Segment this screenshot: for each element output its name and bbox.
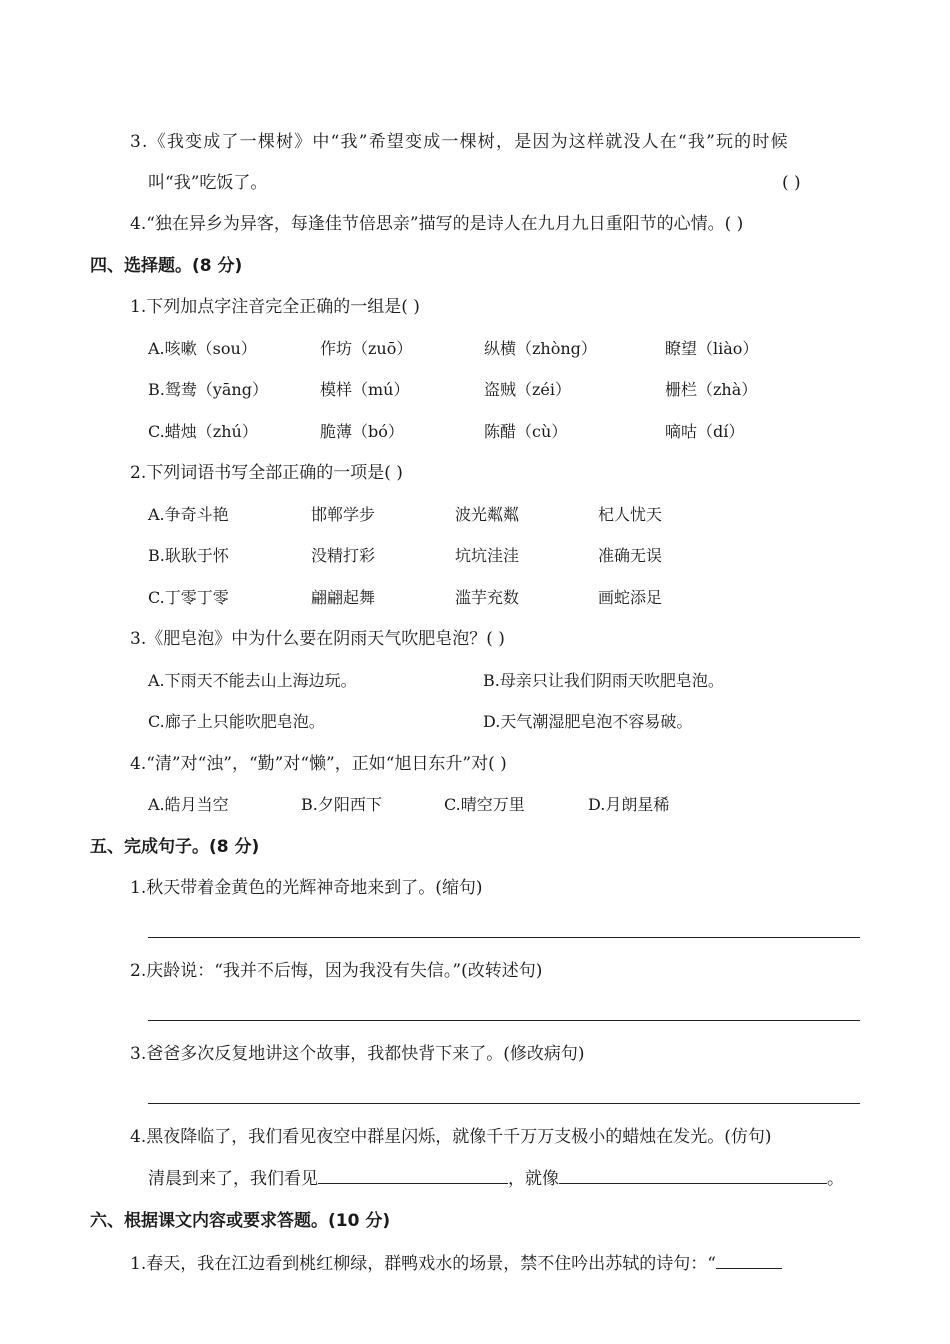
section-6-heading: 六、根据课文内容或要求答题。(10 分) (90, 1211, 391, 1231)
sentence-q4-imitation (148, 1167, 844, 1190)
choice-q1-word: 嘀咕（dí） (665, 422, 745, 441)
sentence-q4-mid: ，就像 (508, 1169, 559, 1189)
sentence-q4: 4.黑夜降临了，我们看见夜空中群星闪烁，就像千千万万支极小的蜡烛在发光。(仿句) (130, 1127, 772, 1147)
recall-q1 (130, 1252, 782, 1275)
choice-q2-word: 画蛇添足 (598, 588, 663, 607)
judge-q3-answer-paren[interactable]: ( ) (782, 173, 801, 193)
choice-q1-word: 瞭望（liào） (665, 339, 759, 358)
sentence-q2: 2.庆龄说：“我并不后悔，因为我没有失信。”(改转述句) (130, 961, 543, 981)
choice-q1-word: 盗贼（zéi） (484, 380, 572, 399)
choice-q2-word: 没精打彩 (311, 546, 376, 565)
choice-q1-word: 模样（mú） (320, 380, 410, 399)
choice-q2-option[interactable]: A.争奇斗艳 (148, 505, 229, 524)
sentence-q3: 3.爸爸多次反复地讲这个故事，我都快背下来了。(修改病句) (130, 1044, 585, 1064)
recall-q1-text: 1.春天，我在江边看到桃红柳绿，群鸭戏水的场景，禁不住吟出苏轼的诗句：“ (130, 1254, 716, 1274)
choice-q2-word: 坑坑洼洼 (455, 546, 520, 565)
sentence-q3-answer-line[interactable] (148, 1103, 860, 1104)
sentence-q4-blank-2[interactable] (559, 1167, 827, 1184)
choice-q2-word: 翩翩起舞 (311, 588, 376, 607)
choice-q4-option-b[interactable]: B.夕阳西下 (301, 795, 382, 814)
sentence-q1-answer-line[interactable] (148, 937, 860, 938)
choice-q2-word: 波光粼粼 (455, 505, 520, 524)
section-5-heading: 五、完成句子。(8 分) (90, 837, 260, 857)
choice-q2-word: 准确无误 (598, 546, 663, 565)
choice-q1-word: 脆薄（bó） (320, 422, 404, 441)
sentence-q4-blank-1[interactable] (318, 1167, 508, 1184)
choice-q4-option-a[interactable]: A.皓月当空 (148, 795, 229, 814)
choice-q4-option-d[interactable]: D.月朗星稀 (588, 795, 670, 814)
choice-q1-word: 作坊（zuō） (320, 339, 413, 358)
choice-q3-option-c[interactable]: C.廊子上只能吹肥皂泡。 (148, 712, 325, 731)
recall-q1-blank[interactable] (716, 1252, 782, 1269)
choice-q2-stem: 2.下列词语书写全部正确的一项是( ) (130, 463, 403, 483)
choice-q1-word: 栅栏（zhà） (665, 380, 758, 399)
choice-q1-option[interactable]: A.咳嗽（sou） (148, 339, 257, 358)
choice-q3-option-a[interactable]: A.下雨天不能去山上海边玩。 (148, 671, 357, 690)
choice-q4-stem: 4.“清”对“浊”，“勤”对“懒”，正如“旭日东升”对( ) (130, 754, 507, 774)
judge-q3-line1: 3.《我变成了一棵树》中“我”希望变成一棵树，是因为这样就没人在“我”玩的时候 (130, 132, 789, 152)
choice-q2-option[interactable]: C.丁零丁零 (148, 588, 229, 607)
choice-q4-option-c[interactable]: C.晴空万里 (444, 795, 525, 814)
sentence-q4-prefix: 清晨到来了，我们看见 (148, 1169, 318, 1189)
choice-q2-word: 邯郸学步 (311, 505, 376, 524)
choice-q1-word: 纵横（zhòng） (484, 339, 597, 358)
choice-q3-option-b[interactable]: B.母亲只让我们阴雨天吹肥皂泡。 (483, 671, 724, 690)
sentence-q2-answer-line[interactable] (148, 1020, 860, 1021)
choice-q1-option[interactable]: B.鸳鸯（yāng） (148, 380, 268, 399)
choice-q2-word: 滥芋充数 (455, 588, 520, 607)
judge-q4: 4.“独在异乡为异客，每逢佳节倍思亲”描写的是诗人在九月九日重阳节的心情。( ) (130, 214, 744, 234)
section-4-heading: 四、选择题。(8 分) (90, 256, 243, 276)
choice-q2-option[interactable]: B.耿耿于怀 (148, 546, 229, 565)
choice-q1-option[interactable]: C.蜡烛（zhú） (148, 422, 258, 441)
sentence-q1: 1.秋天带着金黄色的光辉神奇地来到了。(缩句) (130, 878, 483, 898)
choice-q3-option-d[interactable]: D.天气潮湿肥皂泡不容易破。 (483, 712, 693, 731)
choice-q1-stem: 1.下列加点字注音完全正确的一组是( ) (130, 297, 420, 317)
choice-q1-word: 陈醋（cù） (484, 422, 568, 441)
judge-q3-line2: 叫“我”吃饭了。 (148, 173, 268, 193)
sentence-q4-end: 。 (827, 1169, 844, 1189)
choice-q2-word: 杞人忧天 (598, 505, 663, 524)
choice-q3-stem: 3.《肥皂泡》中为什么要在阴雨天气吹肥皂泡？( ) (130, 629, 505, 649)
